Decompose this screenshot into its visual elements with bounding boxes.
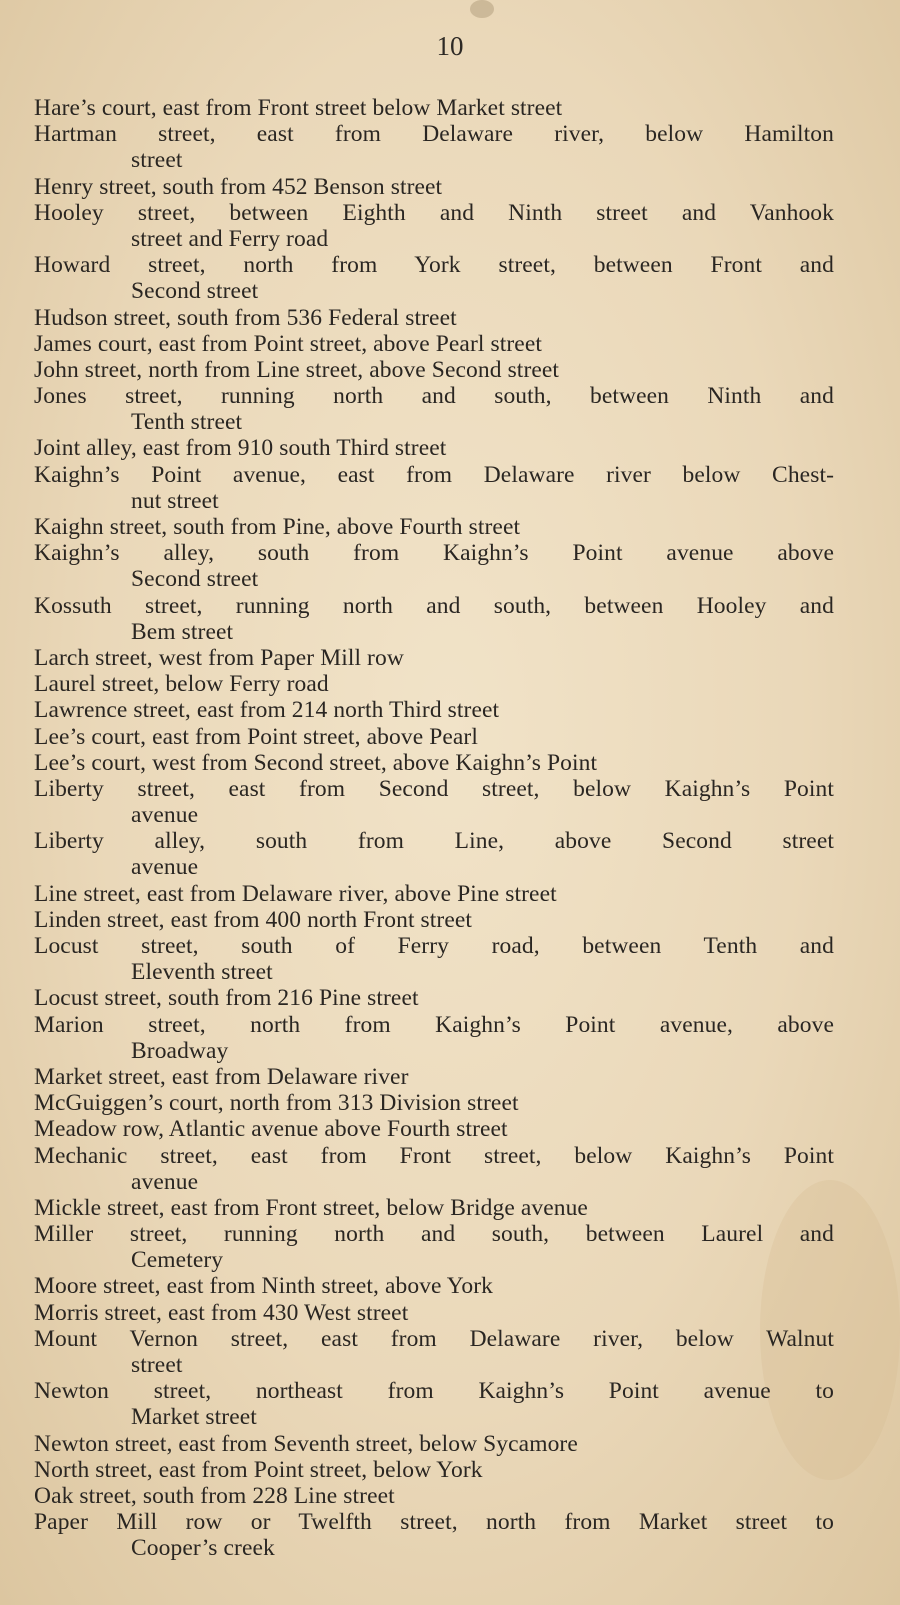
street-entry-continuation: street <box>131 147 183 174</box>
street-entry-text: Marion street, north from Kaighn’s Point avenue, above <box>34 1011 834 1038</box>
street-entry <box>34 907 834 933</box>
street-entry <box>34 435 834 461</box>
street-entry-continuation: avenue <box>131 802 199 829</box>
street-entry-continuation: avenue <box>131 854 199 881</box>
street-entry <box>34 1221 834 1273</box>
street-entry-text: Hooley street, between Eighth and Ninth street and Vanhook <box>34 199 834 226</box>
street-entry <box>34 1326 834 1378</box>
street-entry <box>34 724 834 750</box>
paper-stain <box>470 0 494 18</box>
street-entry-continuation: Broadway <box>131 1037 229 1064</box>
street-entry-continuation: Eleventh street <box>131 959 273 986</box>
street-entry-text: Lee’s court, east from Point street, above Pearl <box>34 723 478 750</box>
street-entry-text: Laurel street, below Ferry road <box>34 671 329 698</box>
street-entry <box>34 1300 834 1326</box>
street-entry-text: Miller street, running north and south, between Laurel and <box>34 1221 834 1248</box>
street-entry-text: Market street, east from Delaware river <box>34 1063 409 1090</box>
street-entry-text: Liberty alley, south from Line, above Second street <box>34 828 834 855</box>
street-entry-text: Hartman street, east from Delaware river, below Hamilton <box>34 121 834 148</box>
street-entry <box>34 1483 834 1509</box>
street-entry <box>34 540 834 592</box>
street-entry <box>34 671 834 697</box>
street-entry-text: Howard street, north from York street, between Front and <box>34 252 834 279</box>
street-entry-text: John street, north from Line street, above Second street <box>34 356 560 383</box>
street-entry-text: Locust street, south from 216 Pine street <box>34 985 419 1012</box>
street-entry <box>34 1457 834 1483</box>
street-entry-text: Paper Mill row or Twelfth street, north from Market street to <box>34 1509 834 1536</box>
street-entry-continuation: Tenth street <box>131 409 243 436</box>
street-entry <box>34 174 834 200</box>
street-entry <box>34 357 834 383</box>
street-entry <box>34 514 834 540</box>
street-entry <box>34 1116 834 1142</box>
street-entry <box>34 776 834 828</box>
street-entry-text: Joint alley, east from 910 south Third street <box>34 435 447 462</box>
street-entry <box>34 305 834 331</box>
street-entry <box>34 881 834 907</box>
street-entry-text: Mickle street, east from Front street, below Bridge avenue <box>34 1194 588 1221</box>
street-entry-text: Hare’s court, east from Front street below Market street <box>34 95 563 121</box>
street-entry <box>34 1090 834 1116</box>
street-entry-text: Linden street, east from 400 north Front street <box>34 906 473 933</box>
street-entry-text: Kaighn’s Point avenue, east from Delaware river below Chest- <box>34 461 834 488</box>
street-entry <box>34 121 834 173</box>
street-entry <box>34 252 834 304</box>
street-entry-text: North street, east from Point street, below York <box>34 1456 483 1483</box>
street-directory-list <box>34 95 834 1562</box>
street-entry-text: Newton street, east from Seventh street, below Sycamore <box>34 1430 578 1457</box>
street-entry <box>34 331 834 357</box>
street-entry <box>34 933 834 985</box>
street-entry-text: Kaighn street, south from Pine, above Fourth street <box>34 514 521 540</box>
street-entry-text: Kaighn’s alley, south from Kaighn’s Point avenue above <box>34 540 834 567</box>
street-entry-continuation: Second street <box>131 278 259 305</box>
street-entry <box>34 645 834 671</box>
street-entry-continuation: Cemetery <box>131 1247 224 1274</box>
street-entry-text: Mount Vernon street, east from Delaware river, below Walnut <box>34 1325 834 1352</box>
page-number: 10 <box>436 31 464 61</box>
street-entry-text: Henry street, south from 452 Benson street <box>34 173 443 200</box>
street-entry <box>34 1378 834 1430</box>
street-entry-text: Kossuth street, running north and south, between Hooley and <box>34 592 834 619</box>
street-entry <box>34 1431 834 1457</box>
street-entry-continuation: Market street <box>131 1404 257 1431</box>
street-entry-text: Morris street, east from 430 West street <box>34 1299 409 1326</box>
street-entry-text: Jones street, running north and south, between Ninth and <box>34 383 834 410</box>
street-entry <box>34 1143 834 1195</box>
street-entry-text: McGuiggen’s court, north from 313 Division street <box>34 1090 519 1117</box>
street-entry-text: Meadow row, Atlantic avenue above Fourth street <box>34 1116 508 1143</box>
street-entry-text: Lawrence street, east from 214 north Third street <box>34 697 500 724</box>
street-entry-text: James court, east from Point street, above Pearl street <box>34 330 542 357</box>
street-entry <box>34 828 834 880</box>
street-entry <box>34 593 834 645</box>
street-entry-text: Newton street, northeast from Kaighn’s Point avenue to <box>34 1378 834 1405</box>
street-entry-continuation: street and Ferry road <box>131 225 329 252</box>
street-entry <box>34 200 834 252</box>
street-entry <box>34 1064 834 1090</box>
street-entry-continuation: Bem street <box>131 618 234 645</box>
street-entry-continuation: Cooper’s creek <box>131 1535 275 1562</box>
street-entry-text: Lee’s court, west from Second street, above Kaighn’s Point <box>34 749 598 776</box>
street-entry-text: Locust street, south of Ferry road, between Tenth and <box>34 933 834 959</box>
street-entry-continuation: Second street <box>131 566 259 593</box>
street-entry <box>34 1012 834 1064</box>
street-entry-text: Liberty street, east from Second street, below Kaighn’s Point <box>34 775 834 802</box>
street-entry-text: Mechanic street, east from Front street, below Kaighn’s Point <box>34 1142 834 1169</box>
street-entry <box>34 462 834 514</box>
street-entry-continuation: street <box>131 1352 183 1378</box>
street-entry-text: Line street, east from Delaware river, above Pine street <box>34 880 557 907</box>
street-entry-text: Larch street, west from Paper Mill row <box>34 644 404 671</box>
street-entry <box>34 985 834 1011</box>
street-entry <box>34 697 834 723</box>
street-entry-text: Oak street, south from 228 Line street <box>34 1482 395 1509</box>
street-entry <box>34 1509 834 1561</box>
street-entry-text: Moore street, east from Ninth street, above York <box>34 1273 494 1300</box>
street-entry <box>34 750 834 776</box>
street-entry <box>34 1273 834 1299</box>
street-entry <box>34 1195 834 1221</box>
street-entry <box>34 383 834 435</box>
street-entry-text: Hudson street, south from 536 Federal street <box>34 304 457 331</box>
street-entry-continuation: avenue <box>131 1168 199 1195</box>
street-entry <box>34 95 834 121</box>
street-entry-continuation: nut street <box>131 487 219 514</box>
